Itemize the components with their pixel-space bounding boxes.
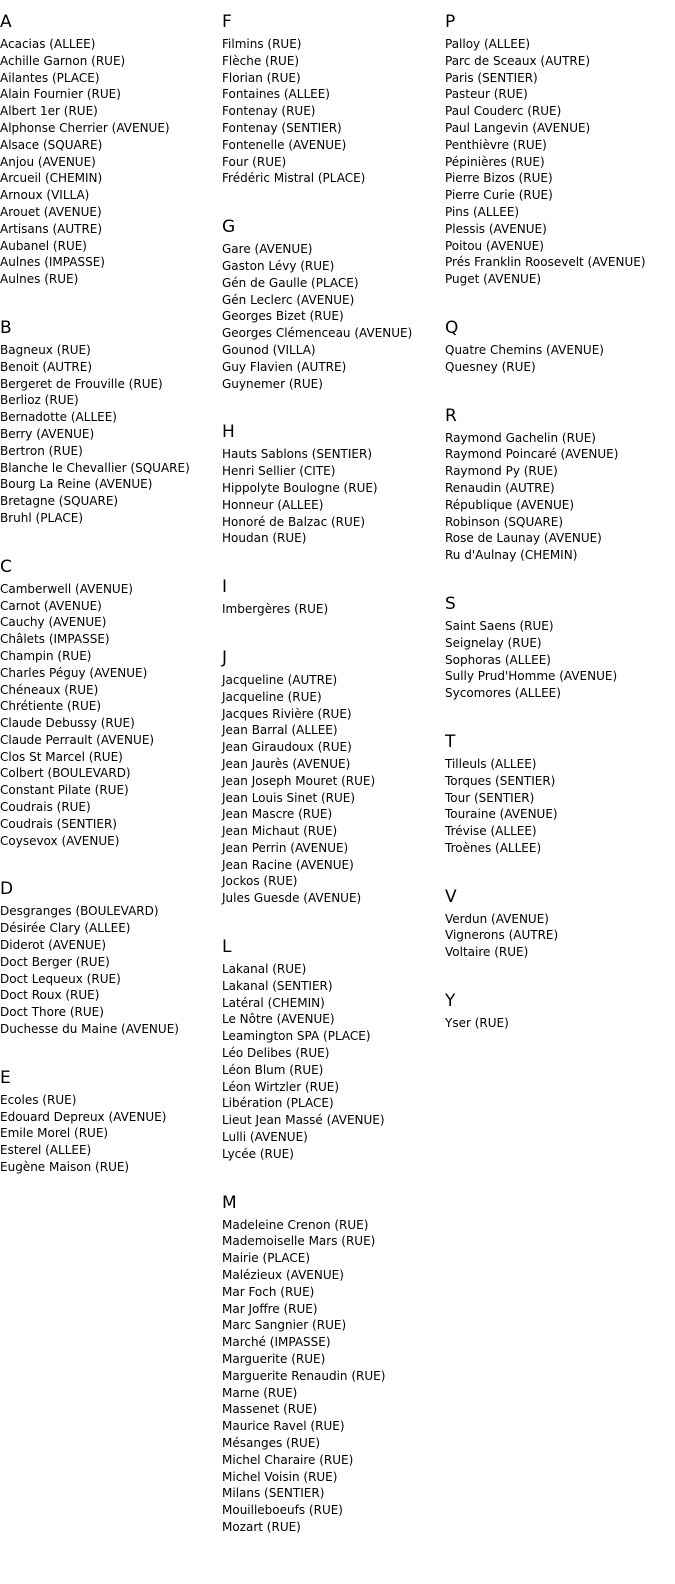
letter-section-f	[222, 10, 445, 187]
street-item: Mar Foch (RUE)	[222, 1284, 315, 1299]
street-item: Imbergères (RUE)	[222, 602, 329, 617]
street-item: Hippolyte Boulogne (RUE)	[222, 480, 378, 495]
street-item: Bergeret de Frouville (RUE)	[0, 376, 163, 391]
street-item: Aulnes (IMPASSE)	[0, 255, 105, 270]
letter-heading: F	[222, 12, 232, 32]
street-item: Mairie (PLACE)	[222, 1251, 311, 1266]
street-item: Desgranges (BOULEVARD)	[0, 904, 159, 919]
street-item: Sycomores (ALLEE)	[445, 686, 561, 701]
street-list	[445, 430, 675, 564]
street-item: Paris (SENTIER)	[445, 70, 538, 85]
street-list	[445, 618, 675, 702]
street-item: Bernadotte (ALLEE)	[0, 410, 117, 425]
street-item: Gare (AVENUE)	[222, 242, 313, 257]
street-item: Voltaire (RUE)	[445, 945, 529, 960]
letter-heading: H	[222, 422, 235, 443]
street-list	[222, 241, 445, 392]
street-item: Pasteur (RUE)	[445, 87, 528, 102]
street-item: Madeleine Crenon (RUE)	[222, 1217, 369, 1232]
letter-section-s	[445, 592, 675, 702]
street-item: Jean Louis Sinet (RUE)	[222, 790, 356, 805]
street-item: Filmins (RUE)	[222, 37, 302, 51]
letter-heading: V	[445, 886, 457, 907]
street-item: Pins (ALLEE)	[445, 204, 520, 219]
street-item: Jean Mascre (RUE)	[222, 807, 333, 822]
street-item: Acacias (ALLEE)	[0, 37, 96, 51]
street-item: Arcueil (CHEMIN)	[0, 171, 103, 186]
letter-section-q	[445, 316, 675, 376]
letter-section-r	[445, 404, 675, 564]
street-list	[222, 961, 445, 1163]
street-item: Berlioz (RUE)	[0, 393, 79, 408]
letter-heading: C	[0, 556, 12, 577]
street-item: Raymond Poincaré (AVENUE)	[445, 447, 619, 462]
street-item: Le Nôtre (AVENUE)	[222, 1012, 335, 1027]
street-item: Benoit (AUTRE)	[0, 359, 93, 374]
street-item: Marché (IMPASSE)	[222, 1335, 331, 1350]
street-item: Puget (AVENUE)	[445, 272, 542, 287]
street-item: Honoré de Balzac (RUE)	[222, 514, 366, 529]
street-item: Ru d'Aulnay (CHEMIN)	[445, 548, 578, 563]
letter-section-l	[222, 935, 445, 1163]
letter-heading: L	[222, 937, 232, 958]
street-item: Anjou (AVENUE)	[0, 154, 96, 169]
letter-section-p	[445, 10, 675, 288]
street-item: Mésanges (RUE)	[222, 1436, 321, 1450]
letter-section-a	[0, 10, 222, 288]
street-item: Camberwell (AVENUE)	[0, 581, 133, 596]
street-item: Lycée (RUE)	[222, 1146, 294, 1161]
street-item: Colbert (BOULEVARD)	[0, 766, 131, 781]
letter-section-c	[0, 555, 222, 850]
street-item: Massenet (RUE)	[222, 1402, 318, 1417]
street-item: Saint Saens (RUE)	[445, 618, 554, 633]
street-item: Carnot (AVENUE)	[0, 598, 102, 613]
street-list	[445, 756, 675, 857]
street-item: Jacqueline (AUTRE)	[222, 672, 338, 687]
street-item: Champin (RUE)	[0, 648, 92, 663]
street-item: Chrétiente (RUE)	[0, 699, 102, 714]
street-item: Eugène Maison (RUE)	[0, 1160, 130, 1175]
letter-section-d	[0, 877, 222, 1037]
letter-section-g	[222, 215, 445, 392]
street-item: Lakanal (SENTIER)	[222, 978, 333, 993]
street-item: Mouilleboeufs (RUE)	[222, 1503, 343, 1518]
street-item: Ecoles (RUE)	[0, 1092, 77, 1107]
street-item: Paul Langevin (AVENUE)	[445, 120, 591, 135]
street-item: Vignerons (AUTRE)	[445, 928, 559, 943]
street-item: Léon Blum (RUE)	[222, 1062, 324, 1077]
letter-heading: P	[445, 12, 456, 32]
letter-heading: Q	[445, 317, 459, 338]
street-item: Alsace (SQUARE)	[0, 137, 103, 152]
street-list	[222, 672, 445, 907]
street-item: Fontenelle (AVENUE)	[222, 137, 347, 152]
street-item: Constant Pilate (RUE)	[0, 783, 129, 798]
street-item: Marguerite (RUE)	[222, 1352, 326, 1367]
street-item: Jacques Rivière (RUE)	[222, 706, 352, 721]
street-item: Georges Clémenceau (AVENUE)	[222, 326, 413, 341]
letter-heading: J	[222, 647, 228, 668]
street-item: Tilleuls (ALLEE)	[445, 756, 537, 771]
street-item: Clos St Marcel (RUE)	[0, 749, 123, 764]
street-item: Palloy (ALLEE)	[445, 37, 531, 51]
street-item: Latéral (CHEMIN)	[222, 995, 325, 1010]
street-index-column-1	[0, 0, 222, 1204]
street-item: Fontaines (ALLEE)	[222, 87, 330, 102]
street-item: Tour (SENTIER)	[445, 790, 535, 805]
street-item: Quesney (RUE)	[445, 359, 536, 374]
street-item: Penthièvre (RUE)	[445, 137, 547, 152]
street-list	[222, 36, 445, 187]
street-item: Sully Prud'Homme (AVENUE)	[445, 669, 618, 684]
street-item: Frédéric Mistral (PLACE)	[222, 171, 366, 186]
street-item: Jockos (RUE)	[222, 874, 298, 889]
street-item: Claude Perrault (AVENUE)	[0, 732, 155, 747]
letter-section-j	[222, 646, 445, 907]
street-item: Jean Racine (AVENUE)	[222, 857, 354, 872]
street-item: Jean Jaurès (AVENUE)	[222, 756, 351, 771]
street-item: Claude Debussy (RUE)	[0, 716, 135, 731]
street-list	[0, 581, 222, 850]
street-item: Fontenay (SENTIER)	[222, 120, 342, 135]
street-index-column-2	[222, 0, 445, 1564]
street-item: Marne (RUE)	[222, 1385, 298, 1400]
street-item: Jean Perrin (AVENUE)	[222, 840, 349, 855]
street-item: Robinson (SQUARE)	[445, 514, 564, 529]
street-item: Jean Barral (ALLEE)	[222, 723, 338, 738]
letter-heading: R	[445, 405, 457, 426]
street-item: Marguerite Renaudin (RUE)	[222, 1368, 386, 1383]
street-item: Doct Thore (RUE)	[0, 1005, 104, 1020]
street-item: Blanche le Chevallier (SQUARE)	[0, 460, 190, 475]
street-item: Chéneaux (RUE)	[0, 682, 99, 697]
street-item: Verdun (AVENUE)	[445, 911, 549, 926]
letter-heading: B	[0, 317, 12, 338]
street-list	[0, 1092, 222, 1176]
street-item: Jean Giraudoux (RUE)	[222, 740, 352, 755]
street-item: Doct Berger (RUE)	[0, 954, 110, 969]
street-item: Arouet (AVENUE)	[0, 204, 102, 219]
street-item: Artisans (AUTRE)	[0, 221, 103, 236]
street-item: Rose de Launay (AVENUE)	[445, 531, 602, 546]
street-item: Aubanel (RUE)	[0, 238, 87, 253]
street-item: Léon Wirtzler (RUE)	[222, 1079, 340, 1094]
street-item: Quatre Chemins (AVENUE)	[445, 342, 604, 357]
street-item: Trévise (ALLEE)	[445, 824, 537, 839]
street-item: Albert 1er (RUE)	[0, 104, 98, 119]
street-item: Jules Guesde (AVENUE)	[222, 891, 362, 906]
street-item: Duchesse du Maine (AVENUE)	[0, 1022, 179, 1037]
street-item: Châlets (IMPASSE)	[0, 632, 110, 647]
street-item: Florian (RUE)	[222, 70, 301, 85]
street-item: Lulli (AVENUE)	[222, 1130, 308, 1145]
street-list	[0, 903, 222, 1037]
street-item: Gén de Gaulle (PLACE)	[222, 275, 359, 290]
street-item: Esterel (ALLEE)	[0, 1143, 92, 1158]
street-item: Mar Joffre (RUE)	[222, 1301, 318, 1316]
street-item: Emile Morel (RUE)	[0, 1126, 109, 1141]
letter-section-b	[0, 316, 222, 527]
letter-heading: A	[0, 12, 12, 32]
street-item: Plessis (AVENUE)	[445, 221, 547, 236]
street-item: Touraine (AVENUE)	[445, 807, 558, 822]
street-item: Yser (RUE)	[445, 1016, 509, 1031]
street-item: Seignelay (RUE)	[445, 635, 542, 650]
street-item: Coysevox (AVENUE)	[0, 833, 120, 848]
street-item: Guy Flavien (AUTRE)	[222, 359, 347, 374]
street-item: Troènes (ALLEE)	[445, 840, 542, 855]
street-item: Ailantes (PLACE)	[0, 70, 100, 85]
street-item: Cauchy (AVENUE)	[0, 615, 107, 630]
street-item: Bagneux (RUE)	[0, 342, 91, 357]
street-list	[445, 911, 675, 961]
street-item: Jean Joseph Mouret (RUE)	[222, 773, 376, 788]
street-item: Doct Roux (RUE)	[0, 988, 100, 1003]
street-item: Gén Leclerc (AVENUE)	[222, 292, 355, 307]
letter-section-y	[445, 989, 675, 1032]
street-list	[222, 1217, 445, 1536]
street-item: Guynemer (RUE)	[222, 376, 323, 391]
street-item: Raymond Gachelin (RUE)	[445, 430, 596, 445]
letter-section-m	[222, 1191, 445, 1536]
street-item: Gounod (VILLA)	[222, 342, 316, 357]
street-item: Michel Charaire (RUE)	[222, 1452, 354, 1467]
street-item: Parc de Sceaux (AUTRE)	[445, 53, 591, 68]
street-item: Berry (AVENUE)	[0, 426, 95, 441]
street-item: Poitou (AVENUE)	[445, 238, 544, 253]
street-list	[222, 601, 445, 618]
letter-heading: D	[0, 879, 14, 900]
letter-heading: S	[445, 593, 456, 614]
street-item: Achille Garnon (RUE)	[0, 53, 126, 68]
street-item: Pierre Curie (RUE)	[445, 188, 553, 203]
street-item: Sophoras (ALLEE)	[445, 652, 551, 667]
street-item: Mademoiselle Mars (RUE)	[222, 1234, 376, 1249]
street-item: Libération (PLACE)	[222, 1096, 334, 1111]
street-item: Aulnes (RUE)	[0, 272, 79, 287]
street-item: Désirée Clary (ALLEE)	[0, 921, 131, 936]
street-item: Alain Fournier (RUE)	[0, 87, 121, 102]
street-list	[445, 342, 675, 376]
street-item: Marc Sangnier (RUE)	[222, 1318, 347, 1333]
street-item: Jean Michaut (RUE)	[222, 824, 338, 839]
street-item: Honneur (ALLEE)	[222, 497, 324, 512]
street-item: Alphonse Cherrier (AVENUE)	[0, 120, 170, 135]
letter-heading: I	[222, 577, 228, 598]
street-item: République (AVENUE)	[445, 497, 575, 512]
street-item: Milans (SENTIER)	[222, 1486, 325, 1501]
street-item: Georges Bizet (RUE)	[222, 309, 344, 324]
street-item: Gaston Lévy (RUE)	[222, 258, 335, 273]
street-list	[0, 36, 222, 288]
street-item: Houdan (RUE)	[222, 531, 307, 546]
letter-section-v	[445, 885, 675, 961]
street-item: Pépinières (RUE)	[445, 154, 545, 169]
street-item: Raymond Py (RUE)	[445, 464, 558, 479]
street-item: Henri Sellier (CITE)	[222, 464, 336, 479]
street-item: Pierre Bizos (RUE)	[445, 171, 553, 186]
letter-heading: T	[445, 731, 456, 752]
street-list	[222, 446, 445, 547]
street-item: Torques (SENTIER)	[445, 773, 556, 788]
letter-section-e	[0, 1066, 222, 1176]
letter-section-t	[445, 730, 675, 857]
street-item: Coudrais (SENTIER)	[0, 816, 117, 831]
street-item: Charles Péguy (AVENUE)	[0, 665, 148, 680]
street-item: Bourg La Reine (AVENUE)	[0, 477, 153, 492]
street-item: Fontenay (RUE)	[222, 104, 316, 119]
street-item: Lieut Jean Massé (AVENUE)	[222, 1113, 385, 1128]
street-item: Michel Voisin (RUE)	[222, 1469, 338, 1484]
street-item: Lakanal (RUE)	[222, 962, 307, 977]
street-list	[0, 342, 222, 527]
street-item: Paul Couderc (RUE)	[445, 104, 562, 119]
street-item: Doct Lequeux (RUE)	[0, 971, 121, 986]
letter-heading: M	[222, 1192, 237, 1213]
street-item: Arnoux (VILLA)	[0, 188, 90, 203]
street-item: Jacqueline (RUE)	[222, 689, 322, 704]
street-item: Malézieux (AVENUE)	[222, 1268, 344, 1283]
street-item: Maurice Ravel (RUE)	[222, 1419, 345, 1434]
letter-heading: Y	[445, 991, 456, 1012]
letter-heading: G	[222, 217, 236, 238]
street-item: Four (RUE)	[222, 154, 287, 169]
street-item: Diderot (AVENUE)	[0, 938, 107, 953]
street-item: Coudrais (RUE)	[0, 800, 91, 815]
letter-section-i	[222, 575, 445, 618]
street-item: Renaudin (AUTRE)	[445, 480, 555, 495]
letter-section-h	[222, 420, 445, 547]
street-item: Leamington SPA (PLACE)	[222, 1029, 371, 1044]
street-item: Bruhl (PLACE)	[0, 510, 84, 525]
street-item: Edouard Depreux (AVENUE)	[0, 1109, 167, 1124]
street-item: Prés Franklin Roosevelt (AVENUE)	[445, 255, 646, 270]
street-item: Flèche (RUE)	[222, 53, 300, 68]
street-item: Bretagne (SQUARE)	[0, 494, 119, 509]
street-item: Hauts Sablons (SENTIER)	[222, 447, 373, 462]
street-list	[445, 1015, 675, 1032]
street-index-column-3	[445, 0, 675, 1060]
street-list	[445, 36, 675, 288]
street-item: Léo Delibes (RUE)	[222, 1046, 330, 1061]
street-item: Bertron (RUE)	[0, 443, 83, 458]
street-item: Mozart (RUE)	[222, 1519, 301, 1534]
letter-heading: E	[0, 1067, 11, 1088]
